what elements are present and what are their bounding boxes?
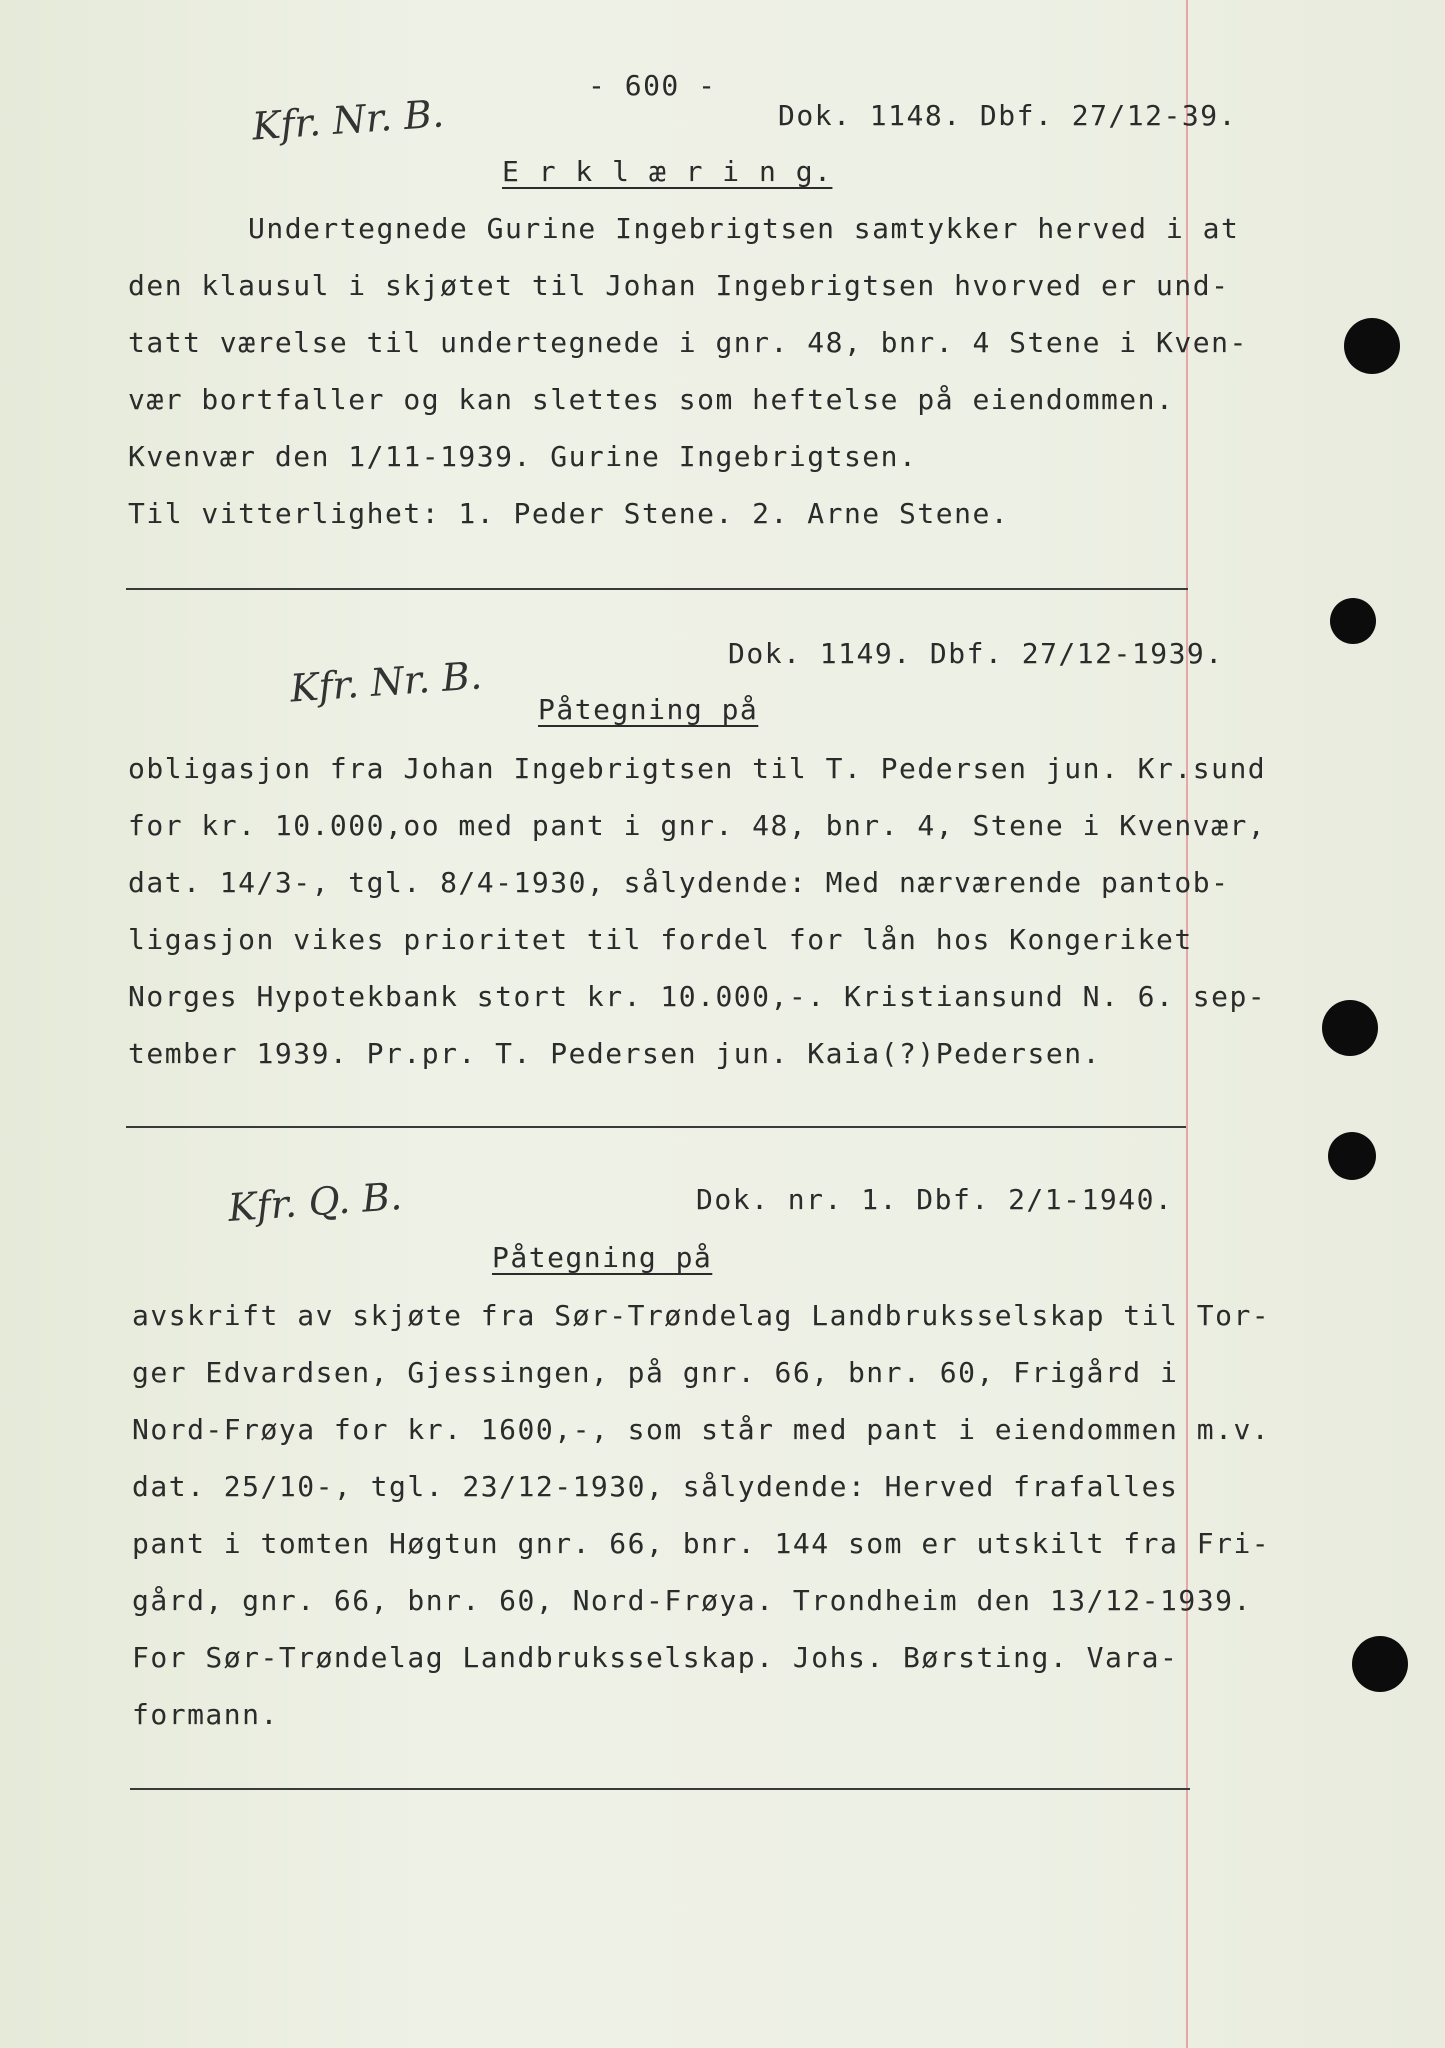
doc-reference: Dok. nr. 1. Dbf. 2/1-1940. (696, 1183, 1174, 1216)
page-number: - 600 - (588, 69, 717, 102)
entry-heading: E r k l æ r i n g. (502, 155, 833, 188)
handwritten-annotation: Kfr. Q. B. (226, 1173, 404, 1231)
text-line: Norges Hypotekbank stort kr. 10.000,-. Kristiansund N. 6. sep- (128, 980, 1267, 1013)
text-line: tember 1939. Pr.pr. T. Pedersen jun. Kaia(?)Pedersen. (128, 1037, 1101, 1070)
text-line: vær bortfaller og kan slettes som heftelse på eiendommen. (128, 383, 1175, 416)
text-line: for kr. 10.000,oo med pant i gnr. 48, bnr. 4, Stene i Kvenvær, (128, 809, 1267, 842)
entry-heading: Påtegning på (492, 1241, 713, 1274)
separator-line (126, 588, 1188, 590)
text-line: dat. 25/10-, tgl. 23/12-1930, sålydende: Herved frafalles (132, 1470, 1179, 1503)
text-line: obligasjon fra Johan Ingebrigtsen til T. Pedersen jun. Kr.sund (128, 752, 1267, 785)
entry-heading: Påtegning på (538, 693, 759, 726)
handwritten-annotation: Kfr. Nr. B. (288, 653, 484, 711)
handwritten-annotation: Kfr. Nr. B. (250, 91, 446, 149)
text-line: tatt værelse til undertegnede i gnr. 48, bnr. 4 Stene i Kven- (128, 326, 1248, 359)
punch-hole (1322, 1000, 1378, 1056)
punch-hole (1352, 1636, 1408, 1692)
text-line: Til vitterlighet: 1. Peder Stene. 2. Arne Stene. (128, 497, 1010, 530)
separator-line (126, 1126, 1186, 1128)
text-line: den klausul i skjøtet til Johan Ingebrigtsen hvorved er und- (128, 269, 1230, 302)
text-line: gård, gnr. 66, bnr. 60, Nord-Frøya. Trondheim den 13/12-1939. (132, 1584, 1252, 1617)
text-line: ger Edvardsen, Gjessingen, på gnr. 66, bnr. 60, Frigård i (132, 1356, 1179, 1389)
punch-hole (1330, 598, 1376, 644)
margin-line (1186, 0, 1188, 2048)
text-line: For Sør-Trøndelag Landbruksselskap. Johs. Børsting. Vara- (132, 1641, 1179, 1674)
text-line: ligasjon vikes prioritet til fordel for lån hos Kongeriket (128, 923, 1193, 956)
separator-line (130, 1788, 1190, 1790)
doc-reference: Dok. 1149. Dbf. 27/12-1939. (728, 637, 1224, 670)
text-line: Kvenvær den 1/11-1939. Gurine Ingebrigtsen. (128, 440, 918, 473)
text-line: formann. (132, 1698, 279, 1731)
text-line: avskrift av skjøte fra Sør-Trøndelag Landbruksselskap til Tor- (132, 1299, 1271, 1332)
punch-hole (1328, 1132, 1376, 1180)
doc-reference: Dok. 1148. Dbf. 27/12-39. (778, 99, 1237, 132)
punch-hole (1344, 318, 1400, 374)
text-line: pant i tomten Høgtun gnr. 66, bnr. 144 som er utskilt fra Fri- (132, 1527, 1271, 1560)
text-line: Nord-Frøya for kr. 1600,-, som står med pant i eiendommen m.v. (132, 1413, 1271, 1446)
text-line: Undertegnede Gurine Ingebrigtsen samtykker herved i at (248, 212, 1240, 245)
text-line: dat. 14/3-, tgl. 8/4-1930, sålydende: Med nærværende pantob- (128, 866, 1230, 899)
